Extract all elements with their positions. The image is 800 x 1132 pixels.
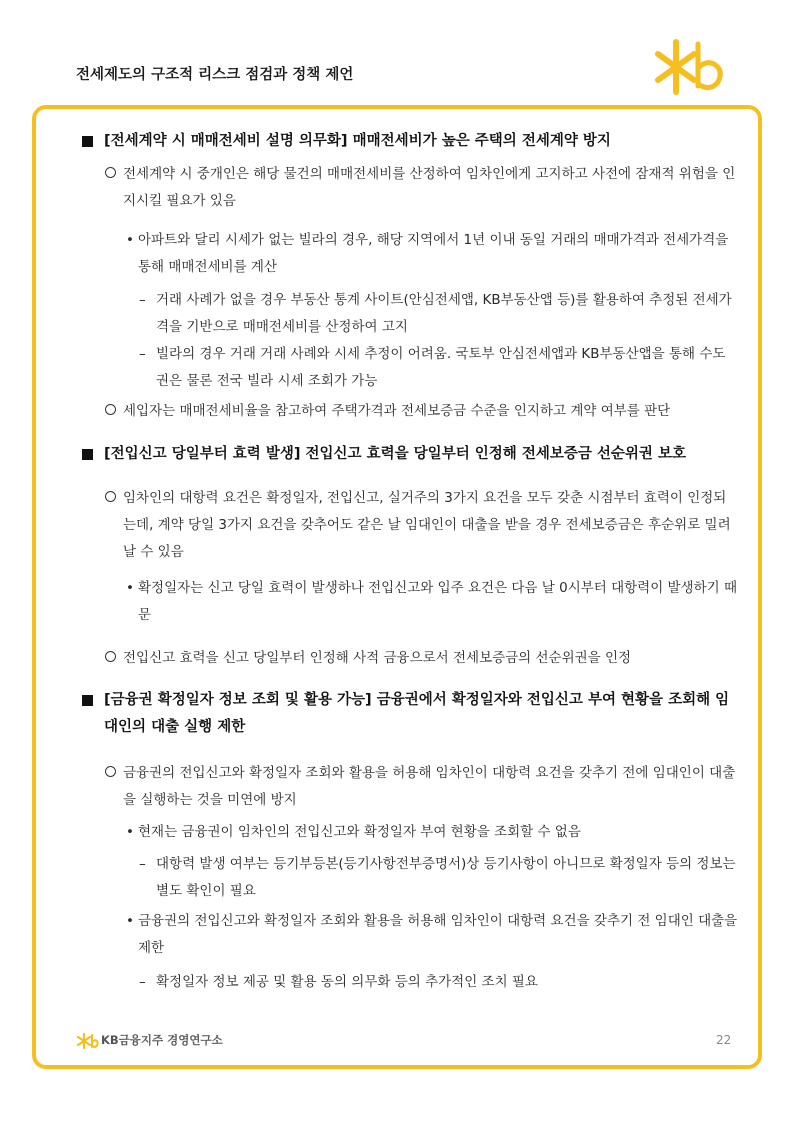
- paragraph-item: 세입자는 매매전세비율을 참고하여 주택가격과 전세보증금 수준을 인지하고 계약 여부를 판단: [105, 398, 737, 425]
- paragraph-item: – 거래 사례가 없을 경우 부동산 통계 사이트(안심전세앱, KB부동산앱 등)를 활용하여 추정된 전세가격을 기반으로 매매전세비를 산정하여 고지: [139, 287, 738, 341]
- kb-star-logo-icon: [654, 38, 730, 96]
- square-bullet-icon: [82, 449, 93, 460]
- paragraph-item: 전입신고 효력을 신고 당일부터 인정해 사적 금융으로서 전세보증금의 선순위권을 인정: [105, 645, 737, 672]
- paragraph-item: – 빌라의 경우 거래 거래 사례와 시세 추정이 어려움. 국토부 안심전세앱과 KB부동산앱을 통해 수도권은 물론 전국 빌라 시세 조회가 가능: [139, 341, 738, 395]
- footer-organization: KB금융지주 경영연구소: [101, 1033, 223, 1047]
- section-heading: [금융권 확정일자 정보 조회 및 활용 가능] 금융권에서 확정일자와 전입신고 부여 현황을 조회해 임대인의 대출 실행 제한: [82, 687, 742, 741]
- bullet-marker: •: [126, 913, 134, 929]
- paragraph-item: • 확정일자는 신고 당일 효력이 발생하나 전입신고와 입주 요건은 다음 날 0시부터 대항력이 발생하기 때문: [126, 575, 738, 629]
- section-heading: [전입신고 당일부터 효력 발생] 전입신고 효력을 당일부터 인정해 전세보증금 선순위권 보호: [82, 441, 742, 468]
- paragraph-item: • 금융권의 전입신고와 확정일자 조회와 활용을 허용해 임차인이 대항력 요건을 갖추기 전 임대인 대출을 제한: [126, 908, 738, 962]
- paragraph-item: 임차인의 대항력 요건은 확정일자, 전입신고, 실거주의 3가지 요건을 모두 갖춘 시점부터 효력이 인정되는데, 계약 당일 3가지 요건을 갖추어도 같은 날 임대인이 대출을 받을 경우 전세보증금은 후순위로 밀려날 수 있음: [105, 485, 737, 566]
- circle-bullet-icon: [105, 167, 116, 178]
- dash-marker: –: [139, 346, 146, 362]
- bullet-marker: •: [126, 580, 134, 596]
- paragraph-item: – 확정일자 정보 제공 및 활용 동의 의무화 등의 추가적인 조치 필요: [139, 969, 738, 996]
- square-bullet-icon: [82, 136, 93, 147]
- circle-bullet-icon: [105, 491, 116, 502]
- paragraph-item: – 대항력 발생 여부는 등기부등본(등기사항전부증명서)상 등기사항이 아니므로 확정일자 등의 정보는 별도 확인이 필요: [139, 851, 738, 905]
- circle-bullet-icon: [105, 651, 116, 662]
- dash-marker: –: [139, 292, 146, 308]
- bullet-marker: •: [126, 232, 134, 248]
- page-number: 22: [716, 1033, 732, 1047]
- bullet-marker: •: [126, 824, 134, 840]
- paragraph-item: 전세계약 시 중개인은 해당 물건의 매매전세비를 산정하여 임차인에게 고지하고 사전에 잠재적 위험을 인지시킬 필요가 있음: [105, 161, 737, 215]
- paragraph-item: 금융권의 전입신고와 확정일자 조회와 활용을 허용해 임차인이 대항력 요건을 갖추기 전에 임대인이 대출을 실행하는 것을 미연에 방지: [105, 760, 737, 814]
- dash-marker: –: [139, 974, 146, 990]
- document-title: 전세제도의 구조적 리스크 점검과 정책 제언: [76, 67, 354, 83]
- circle-bullet-icon: [105, 766, 116, 777]
- paragraph-item: • 아파트와 달리 시세가 없는 빌라의 경우, 해당 지역에서 1년 이내 동일 거래의 매매가격과 전세가격을 통해 매매전세비를 계산: [126, 227, 738, 281]
- section-heading: [전세계약 시 매매전세비 설명 의무화] 매매전세비가 높은 주택의 전세계약 방지: [82, 128, 742, 155]
- paragraph-item: • 현재는 금융권이 임차인의 전입신고와 확정일자 부여 현황을 조회할 수 없음: [126, 819, 738, 846]
- circle-bullet-icon: [105, 404, 116, 415]
- dash-marker: –: [139, 856, 146, 872]
- kb-footer-logo-icon: [77, 1032, 99, 1050]
- square-bullet-icon: [82, 695, 93, 706]
